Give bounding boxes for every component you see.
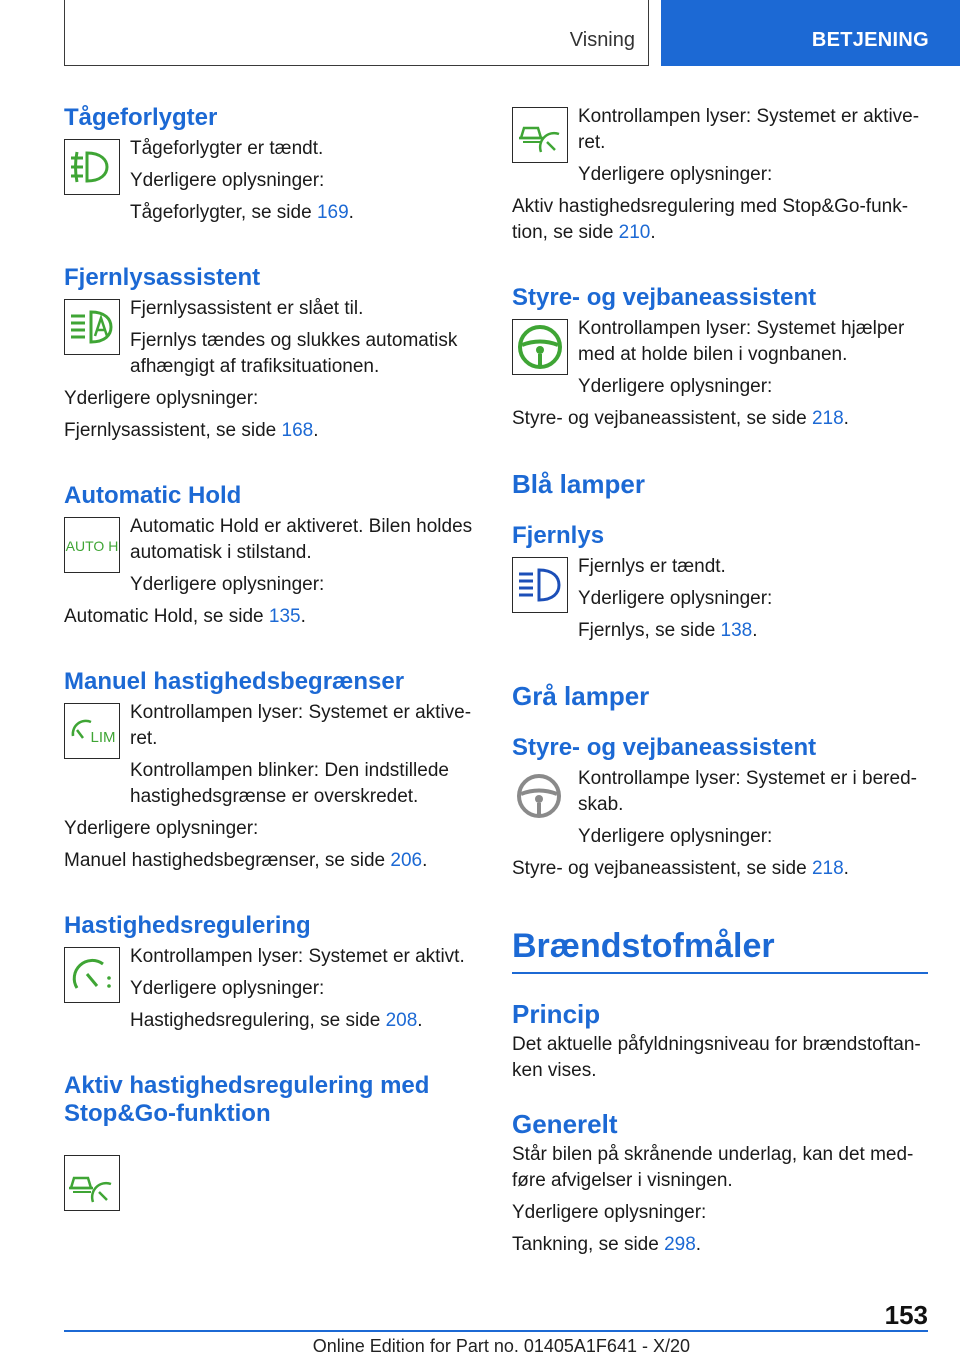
fog-light-entry bbox=[64, 136, 478, 226]
heading-automatic-hold: Automatic Hold bbox=[64, 482, 242, 509]
speed-limiter-icon-text: LIM bbox=[90, 729, 116, 746]
high-beam-entry bbox=[512, 554, 930, 644]
page-number: 153 bbox=[884, 1300, 928, 1330]
refuel-ref-text: Tankning, se side bbox=[512, 1234, 665, 1255]
punct: . bbox=[417, 1010, 423, 1031]
general-text: Står bilen på skrånende underlag, kan det med-føre afvigelser i visningen. bbox=[512, 1144, 914, 1191]
automatic-hold-entry bbox=[64, 514, 478, 598]
punct: . bbox=[300, 606, 306, 627]
punct: . bbox=[650, 222, 656, 243]
fog-light-ref-text: Tågeforlygter, se side bbox=[130, 202, 317, 223]
heading-active-cruise-control: Aktiv hastighedsregulering med Stop&Go-funktion bbox=[64, 1072, 430, 1127]
steering-assistant-green-icon bbox=[512, 319, 568, 375]
cruise-control-status: Kontrollampen lyser: Systemet er aktivt. bbox=[130, 946, 465, 967]
high-beam-ref-text: Fjernlys, se side bbox=[578, 620, 721, 641]
heading-speed-limiter: Manuel hastighedsbegrænser bbox=[64, 668, 405, 695]
high-beam-assistant-ref-text: Fjernlysassistent, se side bbox=[64, 420, 282, 441]
cruise-control-more: Yderligere oplysninger: bbox=[130, 978, 325, 999]
speed-limiter-more: Yderligere oplysninger: bbox=[64, 818, 259, 839]
steering-assistant-more: Yderligere oplysninger: bbox=[578, 376, 773, 397]
high-beam-assistant-ref bbox=[64, 418, 478, 444]
acc-more: Yderligere oplysninger: bbox=[578, 164, 773, 185]
high-beam-assistant-page-link[interactable]: 168 bbox=[281, 420, 314, 441]
steering-assistant-grey-page-link[interactable]: 218 bbox=[811, 858, 844, 879]
steering-assistant-grey-ref-text: Styre- og vejbaneassistent, se side bbox=[512, 858, 812, 879]
speed-limiter-status-blink: Kontrollampen blinker: Den indstillede hastighedsgrænse er overskredet. bbox=[130, 760, 449, 807]
steering-assistant-grey-ref bbox=[512, 856, 930, 882]
speed-limiter-status-on: Kontrollampen lyser: Systemet er aktive-ret. bbox=[130, 702, 472, 749]
right-column bbox=[512, 100, 930, 1258]
acc-page-link[interactable]: 210 bbox=[618, 222, 651, 243]
automatic-hold-ref bbox=[64, 604, 478, 630]
acc-ref bbox=[512, 194, 930, 246]
acc-status: Kontrollampen lyser: Systemet er aktive-ret. bbox=[578, 106, 920, 153]
speed-limiter-entry bbox=[64, 700, 478, 810]
steering-assistant-grey-icon bbox=[512, 769, 568, 825]
automatic-hold-ref-text: Automatic Hold, se side bbox=[64, 606, 269, 627]
active-cruise-control-status-entry bbox=[512, 104, 930, 188]
heading-cruise-control: Hastighedsregulering bbox=[64, 912, 311, 939]
header-chapter: BETJENING bbox=[811, 29, 929, 51]
left-column bbox=[64, 100, 478, 1212]
cruise-control-ref bbox=[130, 1008, 478, 1034]
punct: . bbox=[348, 202, 354, 223]
high-beam-assistant-status: Fjernlysassistent er slået til. bbox=[130, 298, 364, 319]
active-cruise-control-entry bbox=[64, 1152, 478, 1212]
speed-limiter-page-link[interactable]: 206 bbox=[390, 850, 423, 871]
header-section: Visning bbox=[569, 29, 635, 51]
section-rule bbox=[512, 972, 928, 974]
edition-text: Online Edition for Part no. 01405A1F641 - X/20 bbox=[312, 1336, 690, 1356]
punct: . bbox=[843, 858, 849, 879]
punct: . bbox=[313, 420, 319, 441]
refuel-page-link[interactable]: 298 bbox=[664, 1234, 696, 1255]
fog-light-page-link[interactable]: 169 bbox=[316, 202, 349, 223]
footer-rule bbox=[64, 1330, 928, 1332]
heading-steering-assistant-grey: Styre- og vejbaneassistent bbox=[512, 734, 817, 761]
automatic-hold-status: Automatic Hold er aktiveret. Bilen holdes automatisk i stilstand. bbox=[130, 516, 473, 563]
steering-assistant-grey-status: Kontrollampe lyser: Systemet er i bered-skab. bbox=[578, 768, 917, 815]
automatic-hold-page-link[interactable]: 135 bbox=[268, 606, 301, 627]
speed-limiter-icon bbox=[64, 703, 120, 759]
high-beam-ref bbox=[578, 618, 930, 644]
active-cruise-control-icon bbox=[64, 1155, 120, 1211]
steering-assistant-grey-entry bbox=[512, 766, 930, 850]
punct: . bbox=[752, 620, 758, 641]
cruise-control-ref-text: Hastighedsregulering, se side bbox=[130, 1010, 386, 1031]
heading-grey-lamps: Grå lamper bbox=[512, 681, 650, 711]
high-beam-assistant-desc: Fjernlys tændes og slukkes automatisk afhængigt af trafiksituationen. bbox=[130, 330, 458, 377]
high-beam-assistant-entry bbox=[64, 296, 478, 380]
high-beam-icon bbox=[512, 557, 568, 613]
heading-fuel-gauge: Brændstofmåler bbox=[512, 927, 775, 965]
cruise-control-page-link[interactable]: 208 bbox=[385, 1010, 418, 1031]
punct: . bbox=[695, 1234, 702, 1255]
high-beam-status: Fjernlys er tændt. bbox=[578, 556, 726, 577]
steering-assistant-entry bbox=[512, 316, 930, 400]
fog-light-icon bbox=[64, 139, 120, 195]
heading-general: Generelt bbox=[512, 1109, 618, 1139]
fog-light-ref bbox=[130, 200, 478, 226]
heading-high-beam: Fjernlys bbox=[512, 522, 605, 549]
cruise-control-entry bbox=[64, 944, 478, 1034]
auto-hold-icon-text: AUTO H bbox=[65, 538, 119, 554]
high-beam-assistant-icon bbox=[64, 299, 120, 355]
heading-high-beam-assistant: Fjernlysassistent bbox=[64, 264, 261, 291]
auto-hold-icon bbox=[64, 517, 120, 573]
principle-text: Det aktuelle påfyldningsniveau for brændstoftan-ken vises. bbox=[512, 1034, 921, 1081]
speed-limiter-ref bbox=[64, 848, 478, 874]
heading-steering-assistant: Styre- og vejbaneassistent bbox=[512, 284, 817, 311]
steering-assistant-grey-more: Yderligere oplysninger: bbox=[578, 826, 773, 847]
steering-assistant-status: Kontrollampen lyser: Systemet hjælper med at holde bilen i vognbanen. bbox=[578, 318, 905, 365]
steering-assistant-ref-text: Styre- og vejbaneassistent, se side bbox=[512, 408, 812, 429]
punct: . bbox=[422, 850, 428, 871]
fog-light-more: Yderligere oplysninger: bbox=[130, 170, 325, 191]
refuel-ref bbox=[512, 1232, 930, 1258]
high-beam-assistant-more: Yderligere oplysninger: bbox=[64, 388, 259, 409]
automatic-hold-more: Yderligere oplysninger: bbox=[130, 574, 325, 595]
active-cruise-control-active-icon bbox=[512, 107, 568, 163]
heading-fog-lights: Tågeforlygter bbox=[64, 104, 218, 131]
acc-ref-text: Aktiv hastighedsregulering med Stop&Go-funk-tion, se side bbox=[512, 196, 909, 243]
speed-limiter-ref-text: Manuel hastighedsbegrænser, se side bbox=[64, 850, 391, 871]
steering-assistant-ref bbox=[512, 406, 930, 432]
heading-principle: Princip bbox=[512, 999, 601, 1029]
heading-blue-lamps: Blå lamper bbox=[512, 469, 645, 499]
general-more: Yderligere oplysninger: bbox=[512, 1202, 707, 1223]
high-beam-more: Yderligere oplysninger: bbox=[578, 588, 773, 609]
cruise-control-icon bbox=[64, 947, 120, 1003]
fog-light-status: Tågeforlygter er tændt. bbox=[130, 138, 324, 159]
punct: . bbox=[843, 408, 849, 429]
steering-assistant-page-link[interactable]: 218 bbox=[811, 408, 844, 429]
high-beam-page-link[interactable]: 138 bbox=[720, 620, 753, 641]
